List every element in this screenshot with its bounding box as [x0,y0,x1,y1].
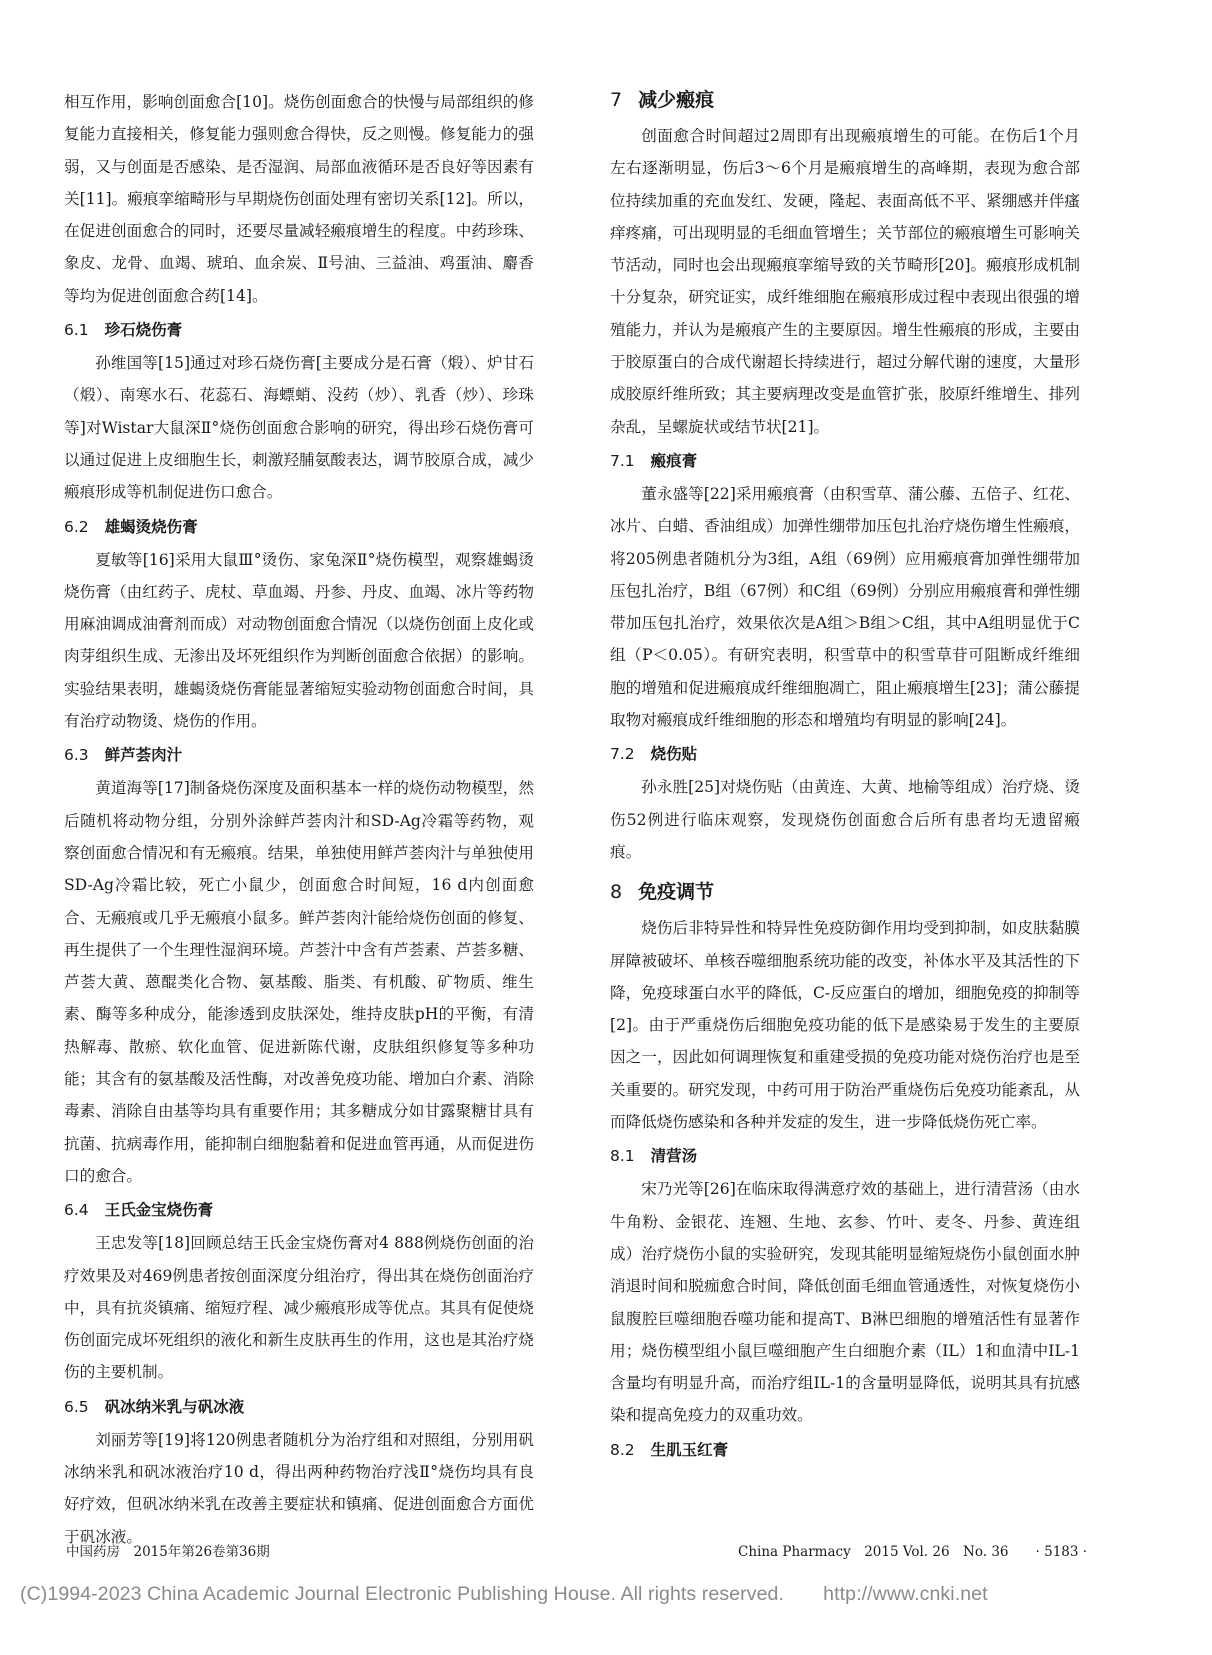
section-number: 7 [610,89,623,111]
section-8-2-heading [610,1436,1080,1465]
section-6-4-paragraph: 王忠发等[18]回顾总结王氏金宝烧伤膏对4 888例烧伤创面的治疗效果及对469例患者按创面深度分组治疗，得出其在烧伤创面治疗中，具有抗炎镇痛、缩短疗程、减少瘢痕形成等优点。其具有促使烧伤创面完成坏死组织的液化和新生皮肤再生的作用，这也是其治疗烧伤的主要机制。 [64,1234,534,1382]
section-7-heading [610,86,1080,114]
section-6-1-heading [64,316,534,345]
section-number: 7.1 [610,451,635,470]
left-column [64,86,534,1553]
section-title: 减少瘢痕 [638,89,715,111]
section-7-1-paragraph: 董永盛等[22]采用瘢痕膏（由积雪草、蒲公藤、五倍子、红花、冰片、白蜡、香油组成）加弹性绷带加压包扎治疗烧伤增生性瘢痕，将205例患者随机分为3组，A组（69例）应用瘢痕膏加弹性绷带加压包扎治疗，B组（67例）和C组（69例）分别应用瘢痕膏和弹性绷带加压包扎治疗，效果依次是A组＞B组＞C组，其中A组明显优于C组（P＜0.05）。有研究表明，积雪草中的积雪草苷可阻断成纤维细胞的增殖和促进瘢痕成纤维细胞凋亡，阻止瘢痕增生[23]；蒲公藤提取物对瘢痕成纤维细胞的形态和增殖均有明显的影响[24]。 [610,484,1080,730]
section-number: 8.1 [610,1147,635,1166]
section-title: 瘢痕膏 [650,451,698,470]
section-6-3-heading [64,741,534,770]
section-7-1-heading [610,447,1080,476]
section-number: 8 [610,881,623,904]
section-title: 清营汤 [650,1147,698,1166]
section-6-5-paragraph: 刘丽芳等[19]将120例患者随机分为治疗组和对照组，分别用矾冰纳米乳和矾冰液治疗10 d，得出两种药物治疗浅Ⅱ°烧伤均具有良好疗效，但矾冰纳米乳在改善主要症状和镇痛、促进创面愈合方面优于矾冰液。 [64,1430,534,1546]
journal-footer-right: China Pharmacy 2015 Vol. 26 No. 36 · 5183 · [738,1544,1088,1560]
section-7-2-heading [610,740,1080,769]
section-title: 鲜芦荟肉汁 [104,746,183,765]
section-6-4-heading [64,1196,534,1225]
journal-footer-left: 中国药房 2015年第26卷第36期 [66,1544,270,1560]
section-title: 珍石烧伤膏 [104,321,183,340]
section-8-1-paragraph: 宋乃光等[26]在临床取得满意疗效的基础上，进行清营汤（由水牛角粉、金银花、连翘、生地、玄参、竹叶、麦冬、丹参、黄连组成）治疗烧伤小鼠的实验研究，发现其能明显缩短烧伤小鼠创面水肿消退时间和脱痂愈合时间，降低创面毛细血管通透性，对恢复烧伤小鼠腹腔巨噬细胞吞噬功能和提高T、B淋巴细胞的增殖活性有显著作用；烧伤模型组小鼠巨噬细胞产生白细胞介素（IL）1和血清中IL-1含量均有明显升高，而治疗组IL-1的含量明显降低，说明其具有抗感染和提高免疫力的双重功效。 [610,1180,1080,1425]
section-6-3-paragraph: 黄道海等[17]制备烧伤深度及面积基本一样的烧伤动物模型，然后随机将动物分组，分别外涂鲜芦荟肉汁和SD-Ag冷霜等药物，观察创面愈合情况和有无瘢痕。结果，单独使用鲜芦荟肉汁与单独使用SD-Ag冷霜比较，死亡小鼠少，创面愈合时间短，16 d内创面愈合、无瘢痕或几乎无瘢痕小鼠多。鲜芦荟肉汁能给烧伤创面的修复、再生提供了一个生理性湿润环境。芦荟汁中含有芦荟素、芦荟多糖、芦荟大黄、蒽醌类化合物、氨基酸、脂类、有机酸、矿物质、维生素、酶等多种成分，能渗透到皮肤深处，维持皮肤pH的平衡，有清热解毒、散瘀、软化血管、促进新陈代谢，皮肤组织修复等多种功能；其含有的氨基酸及活性酶，对改善免疫功能、增加白介素、消除毒素、消除自由基等均具有重要作用；其多糖成分如甘露聚糖甘具有抗菌、抗病毒作用，能抑制白细胞黏着和促进血管再通，从而促进伤口的愈合。 [64,779,534,1185]
section-6-2-heading [64,513,534,542]
section-title: 雄蝎烫烧伤膏 [104,517,198,536]
copyright-watermark: (C)1994-2023 China Academic Journal Electronic Publishing House. All rights reserved. http://www.cnki.net [20,1583,988,1605]
intro-paragraph: 相互作用，影响创面愈合[10]。烧伤创面愈合的快慢与局部组织的修复能力直接相关，修复能力强则愈合得快，反之则慢。修复能力的强弱，又与创面是否感染、是否湿润、局部血液循环是否良好等因素有关[11]。瘢痕挛缩畸形与早期烧伤创面处理有密切关系[12]。所以，在促进创面愈合的同时，还要尽量减轻瘢痕增生的程度。中药珍珠、象皮、龙骨、血竭、琥珀、血余炭、Ⅱ号油、三益油、鸡蛋油、麝香等均为促进创面愈合药[14]。 [64,93,534,305]
section-number: 6.3 [64,746,89,765]
section-number: 6.5 [64,1397,89,1416]
section-title: 生肌玉红膏 [650,1440,729,1459]
section-6-1-paragraph: 孙维国等[15]通过对珍石烧伤膏[主要成分是石膏（煅）、炉甘石（煅）、南寒水石、花蕊石、海螵蛸、没药（炒）、乳香（炒）、珍珠等]对Wistar大鼠深Ⅱ°烧伤创面愈合影响的研究，得出珍石烧伤膏可以通过促进上皮细胞生长，刺激羟脯氨酸表达，调节胶原合成，减少瘢痕形成等机制促进伤口愈合。 [64,354,534,502]
section-title: 烧伤贴 [650,745,698,764]
right-column [610,86,1080,1467]
section-7-paragraph: 创面愈合时间超过2周即有出现瘢痕增生的可能。在伤后1个月左右逐渐明显，伤后3～6个月是瘢痕增生的高峰期，表现为愈合部位持续加重的充血发红、发硬，隆起、表面高低不平、紧绷感并伴瘙痒疼痛，可出现明显的毛细血管增生；关节部位的瘢痕增生可影响关节活动，同时也会出现瘢痕挛缩导致的关节畸形[20]。瘢痕形成机制十分复杂，研究证实，成纤维细胞在瘢痕形成过程中表现出很强的增殖能力，并认为是瘢痕产生的主要原因。增生性瘢痕的形成，主要由于胶原蛋白的合成代谢超长持续进行，超过分解代谢的速度，大量形成胶原纤维所致；其主要病理改变是血管扩张，胶原纤维增生、排列杂乱，呈螺旋状或结节状[21]。 [610,127,1080,436]
section-6-2-paragraph: 夏敏等[16]采用大鼠Ⅲ°烫伤、家兔深Ⅱ°烧伤模型，观察雄蝎烫烧伤膏（由红药子、虎杖、草血竭、丹参、丹皮、血竭、冰片等药物用麻油调成油膏剂而成）对动物创面愈合情况（以烧伤创面上皮化或肉芽组织生成、无渗出及坏死组织作为判断创面愈合依据）的影响。实验结果表明，雄蝎烫烧伤膏能显著缩短实验动物创面愈合时间，具有治疗动物烫、烧伤的作用。 [64,550,534,731]
section-title: 免疫调节 [638,881,715,904]
section-number: 6.4 [64,1201,89,1220]
section-title: 矾冰纳米乳与矾冰液 [104,1397,245,1416]
section-number: 6.1 [64,321,89,340]
section-8-1-heading [610,1142,1080,1171]
section-7-2-paragraph: 孙永胜[25]对烧伤贴（由黄连、大黄、地榆等组成）治疗烧、烫伤52例进行临床观察，发现烧伤创面愈合后所有患者均无遗留瘢痕。 [610,778,1080,861]
section-number: 6.2 [64,517,89,536]
section-6-5-heading [64,1393,534,1422]
section-8-heading [610,878,1080,906]
section-8-paragraph: 烧伤后非特异性和特异性免疫防御作用均受到抑制，如皮肤黏膜屏障被破坏、单核吞噬细胞系统功能的改变，补体水平及其活性的下降，免疫球蛋白水平的降低，C-反应蛋白的增加，细胞免疫的抑制等[2]。由于严重烧伤后细胞免疫功能的低下是感染易于发生的主要原因之一，因此如何调理恢复和重建受损的免疫功能对烧伤治疗也是至关重要的。研究发现，中药可用于防治严重烧伤后免疫功能紊乱，从而降低烧伤感染和各种并发症的发生，进一步降低烧伤死亡率。 [610,919,1080,1132]
section-number: 7.2 [610,745,635,764]
section-number: 8.2 [610,1440,635,1459]
section-title: 王氏金宝烧伤膏 [104,1201,214,1220]
